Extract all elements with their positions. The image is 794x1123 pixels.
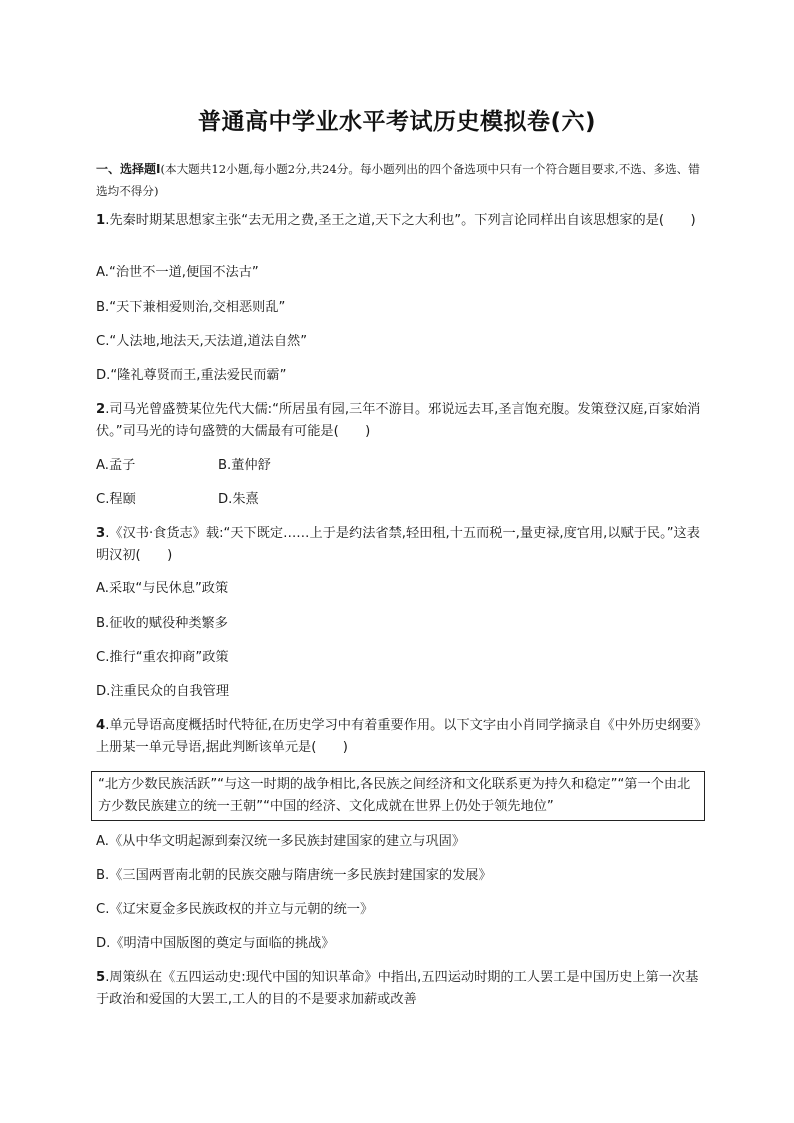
question-text: .《汉书·食货志》载:“天下既定……上于是约法省禁,轻田租,十五而税一,量吏禄,度官用,以赋于民。”这表明汉初( ) [96,526,700,563]
question-text: .周策纵在《五四运动史:现代中国的知识革命》中指出,五四运动时期的工人罢工是中国历史上第一次基于政治和爱国的大罢工,工人的目的不是要求加薪或改善 [96,970,699,1007]
question-4-option-a: A.《从中华文明起源到秦汉统一多民族封建国家的建立与巩固》 [96,834,466,849]
question-5-stem [96,967,701,1011]
question-1-option-a: A.“治世不一道,便国不法古” [96,265,259,280]
question-text: .司马光曾盛赞某位先代大儒:“所居虽有园,三年不游目。邪说远去耳,圣言饱充腹。发策登汉庭,百家始消伏。”司马光的诗句盛赞的大儒最有可能是( ) [96,402,701,439]
question-1-option-b: B.“天下兼相爱则治,交相恶则乱” [96,300,286,315]
question-number: 1 [96,213,106,228]
question-text: .先秦时期某思想家主张“去无用之费,圣王之道,天下之大利也”。下列言论同样出自该思想家的是( ) [105,213,696,228]
section-instructions: (本大题共12小题,每小题2分,共24分。每小题列出的四个备选项中只有一个符合题目要求,不选、多选、错选均不得分) [96,162,700,198]
question-number: 4 [96,718,106,733]
question-2-option-b: B.董仲舒 [218,458,271,473]
question-3-option-b: B.征收的赋役种类繁多 [96,616,228,631]
question-4-option-b: B.《三国两晋南北朝的民族交融与隋唐统一多民族封建国家的发展》 [96,868,492,883]
question-4-stem [96,715,701,759]
question-4-option-d: D.《明清中国版图的奠定与面临的挑战》 [96,936,335,951]
question-number: 2 [96,402,106,417]
section-header [96,158,701,202]
section-label: 一、选择题Ⅰ [96,162,161,176]
question-1-option-d: D.“隆礼尊贤而王,重法爱民而霸” [96,368,287,383]
question-4-option-c: C.《辽宋夏金多民族政权的并立与元朝的统一》 [96,902,374,917]
question-1-stem [96,210,701,232]
question-3-option-d: D.注重民众的自我管理 [96,684,230,699]
exam-title: 普通高中学业水平考试历史模拟卷(六) [197,109,597,135]
question-1-option-c: C.“人法地,地法天,天法道,道法自然” [96,334,308,349]
question-3-option-c: C.推行“重农抑商”政策 [96,650,229,665]
question-number: 5 [96,970,106,985]
question-text: .单元导语高度概括时代特征,在历史学习中有着重要作用。以下文字由小肖同学摘录自《中外历史纲要》上册某一单元导语,据此判断该单元是( ) [96,718,701,755]
question-3-stem [96,523,701,567]
question-number: 3 [96,526,106,541]
question-2-option-d: D.朱熹 [218,492,259,507]
question-2-option-c: C.程颐 [96,492,136,507]
question-3-option-a: A.采取“与民休息”政策 [96,581,229,596]
question-2-stem [96,399,701,443]
question-2-option-a: A.孟子 [96,458,136,473]
question-4-quote-box: “北方少数民族活跃”“与这一时期的战争相比,各民族之间经济和文化联系更为持久和稳定”“第一个由北方少数民族建立的统一王朝”“中国的经济、文化成就在世界上仍处于领先地位” [91,771,705,821]
